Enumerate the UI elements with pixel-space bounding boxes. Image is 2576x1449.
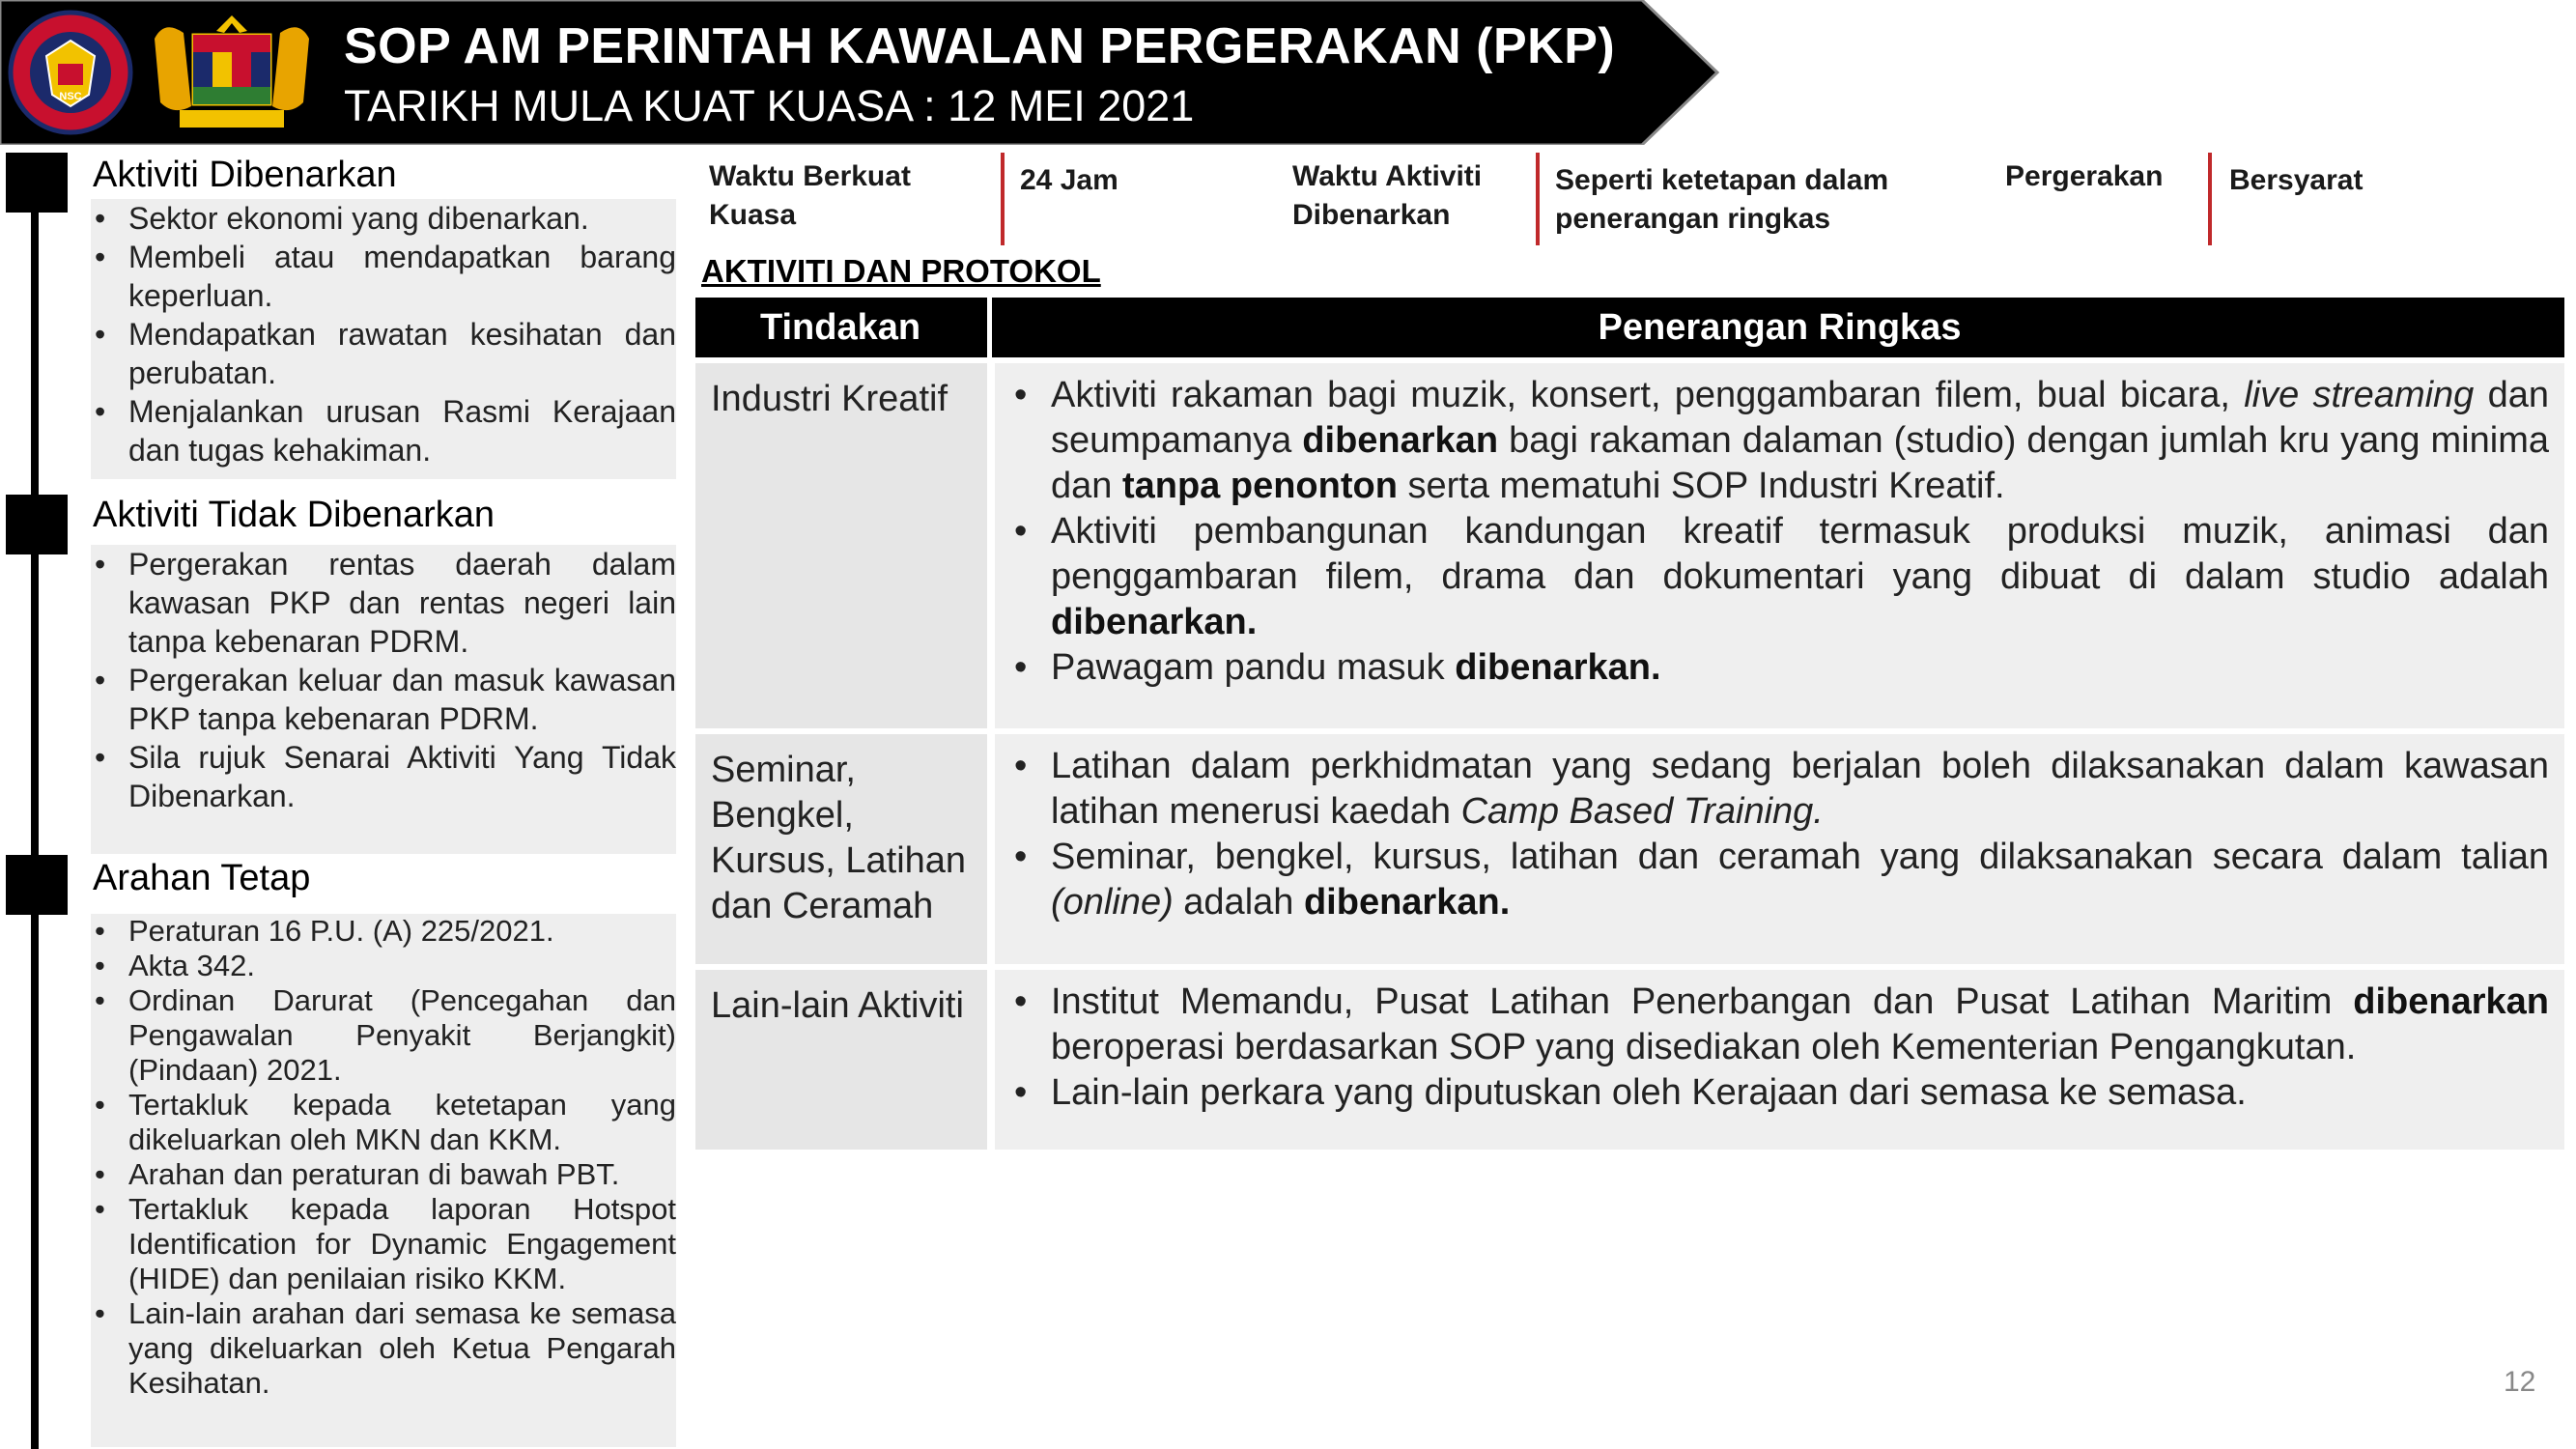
text-run: Aktiviti pembangunan kandungan kreatif termasuk produksi muzik, animasi dan penggambaran filem, drama dan dokumentari yang dibuat di dalam studio adalah xyxy=(1051,511,2549,597)
list-item: • Pergerakan keluar dan masuk kawasan PKP tanpa kebenaran PDRM. xyxy=(91,661,676,738)
text-run: Institut Memandu, Pusat Latihan Penerbangan dan Pusat Latihan Maritim xyxy=(1051,981,2354,1022)
action-cell xyxy=(695,363,987,728)
svg-text:NSC: NSC xyxy=(59,91,82,102)
text-run: dan seumpamanya xyxy=(1051,375,2549,461)
info-separator xyxy=(1001,153,1005,245)
info-label-effective-hours: Waktu Berkuat Kuasa xyxy=(709,160,911,231)
timeline-bar xyxy=(31,155,39,1449)
list-item: • Mendapatkan rawatan kesihatan dan perubatan. xyxy=(91,315,676,392)
text-run: dibenarkan xyxy=(2353,981,2549,1022)
list-item: • Membeli atau mendapatkan barang keperluan. xyxy=(91,238,676,315)
info-label-activity-hours: Waktu Aktiviti Dibenarkan xyxy=(1292,160,1483,231)
nsc-logo xyxy=(8,10,133,135)
text-run: serta mematuhi SOP Industri Kreatif. xyxy=(1397,466,2005,506)
section-title-not-allowed: Aktiviti Tidak Dibenarkan xyxy=(93,495,495,535)
info-separator xyxy=(1536,153,1540,245)
column-separator xyxy=(987,298,992,357)
action-cell xyxy=(695,970,987,1150)
timeline-marker xyxy=(6,153,68,213)
text-run: Aktiviti rakaman bagi muzik, konsert, penggambaran filem, bual bicara, xyxy=(1051,375,2245,415)
standing-orders-panel xyxy=(91,914,676,1447)
section-title-allowed: Aktiviti Dibenarkan xyxy=(93,155,397,195)
list-item: • Sila rujuk Senarai Aktiviti Yang Tidak Dibenarkan. xyxy=(91,738,676,815)
description-item xyxy=(995,1070,2549,1116)
description-item xyxy=(995,373,2549,509)
list-item: • Lain-lain arahan dari semasa ke semasa yang dikeluarkan oleh Ketua Pengarah Kesihatan. xyxy=(91,1296,676,1401)
text-run: Pawagam pandu masuk xyxy=(1051,647,1456,688)
description-cell xyxy=(995,734,2564,964)
list-item: • Sektor ekonomi yang dibenarkan. xyxy=(91,199,676,238)
info-separator xyxy=(2208,153,2212,245)
description-item xyxy=(995,980,2549,1070)
column-header-description: Penerangan Ringkas xyxy=(1598,307,1962,348)
text-run: bagi rakaman dalaman (studio) dengan jumlah kru yang minima dan xyxy=(1051,420,2549,506)
timeline-marker xyxy=(6,855,68,915)
list-item: • Tertakluk kepada ketetapan yang dikeluarkan oleh MKN dan KKM. xyxy=(91,1088,676,1157)
text-run: dibenarkan. xyxy=(1455,647,1661,688)
table-row xyxy=(695,970,2564,1150)
action-label: Industri Kreatif xyxy=(711,379,948,419)
header-banner xyxy=(0,0,1721,145)
info-label-movement: Pergerakan xyxy=(2005,160,2164,192)
info-value-movement: Bersyarat xyxy=(2229,164,2364,196)
description-item xyxy=(995,645,2549,691)
section-title-standing-orders: Arahan Tetap xyxy=(93,858,311,898)
description-item xyxy=(995,835,2549,925)
list-item: • Akta 342. xyxy=(91,949,676,983)
malaysia-coat-of-arms xyxy=(145,10,319,135)
description-list xyxy=(995,734,2564,925)
list-item: • Peraturan 16 P.U. (A) 225/2021. xyxy=(91,914,676,949)
text-run: Camp Based Training. xyxy=(1460,791,1824,832)
description-list xyxy=(995,363,2564,691)
list-item: • Arahan dan peraturan di bawah PBT. xyxy=(91,1157,676,1192)
text-run: dibenarkan xyxy=(1302,420,1499,461)
info-value-effective-hours: 24 Jam xyxy=(1020,164,1118,196)
text-run: beroperasi berdasarkan SOP yang disediakan oleh Kementerian Pengangkutan. xyxy=(1051,1027,2357,1067)
list-item: • Menjalankan urusan Rasmi Kerajaan dan tugas kehakiman. xyxy=(91,392,676,469)
text-run: live streaming xyxy=(2244,375,2475,415)
table-row xyxy=(695,734,2564,964)
text-run: Seminar, bengkel, kursus, latihan dan ceramah yang dilaksanakan secara dalam talian xyxy=(1051,837,2549,877)
list-item: • Ordinan Darurat (Pencegahan dan Pengawalan Penyakit Berjangkit) (Pindaan) 2021. xyxy=(91,983,676,1088)
page-title: SOP AM PERINTAH KAWALAN PERGERAKAN (PKP) xyxy=(344,18,1616,74)
text-run: Latihan dalam perkhidmatan yang sedang berjalan boleh dilaksanakan dalam kawasan latihan menerusi kaedah xyxy=(1051,746,2549,832)
action-label: Lain-lain Aktiviti xyxy=(711,985,964,1026)
table-row xyxy=(695,363,2564,728)
text-run: (online) xyxy=(1051,882,1174,923)
list-item: • Tertakluk kepada laporan Hotspot Identification for Dynamic Engagement (HIDE) dan penilaian risiko KKM. xyxy=(91,1192,676,1296)
table-header xyxy=(695,298,2564,357)
description-cell xyxy=(995,363,2564,728)
section-heading-activities-protocol: AKTIVITI DAN PROTOKOL xyxy=(701,253,1101,289)
page-number: 12 xyxy=(2504,1366,2536,1398)
timeline-marker xyxy=(6,495,68,554)
text-run: Lain-lain perkara yang diputuskan oleh Kerajaan dari semasa ke semasa. xyxy=(1051,1072,2247,1113)
description-list xyxy=(995,970,2564,1116)
text-run: dibenarkan. xyxy=(1303,882,1511,923)
effective-date: TARIKH MULA KUAT KUASA : 12 MEI 2021 xyxy=(344,81,1195,130)
description-item xyxy=(995,744,2549,835)
text-run: adalah xyxy=(1173,882,1304,923)
allowed-activities-panel xyxy=(91,199,676,479)
action-cell xyxy=(695,734,987,964)
description-item xyxy=(995,509,2549,645)
text-run: dibenarkan. xyxy=(1051,602,1258,642)
info-value-activity-hours: Seperti ketetapan dalam penerangan ringkas xyxy=(1555,164,1889,235)
action-label: Seminar, Bengkel, Kursus, Latihan dan Ceramah xyxy=(711,750,967,926)
not-allowed-activities-panel xyxy=(91,545,676,854)
column-header-action: Tindakan xyxy=(759,307,921,348)
list-item: • Pergerakan rentas daerah dalam kawasan PKP dan rentas negeri lain tanpa kebenaran PDRM. xyxy=(91,545,676,661)
text-run: tanpa penonton xyxy=(1121,466,1398,506)
description-cell xyxy=(995,970,2564,1150)
